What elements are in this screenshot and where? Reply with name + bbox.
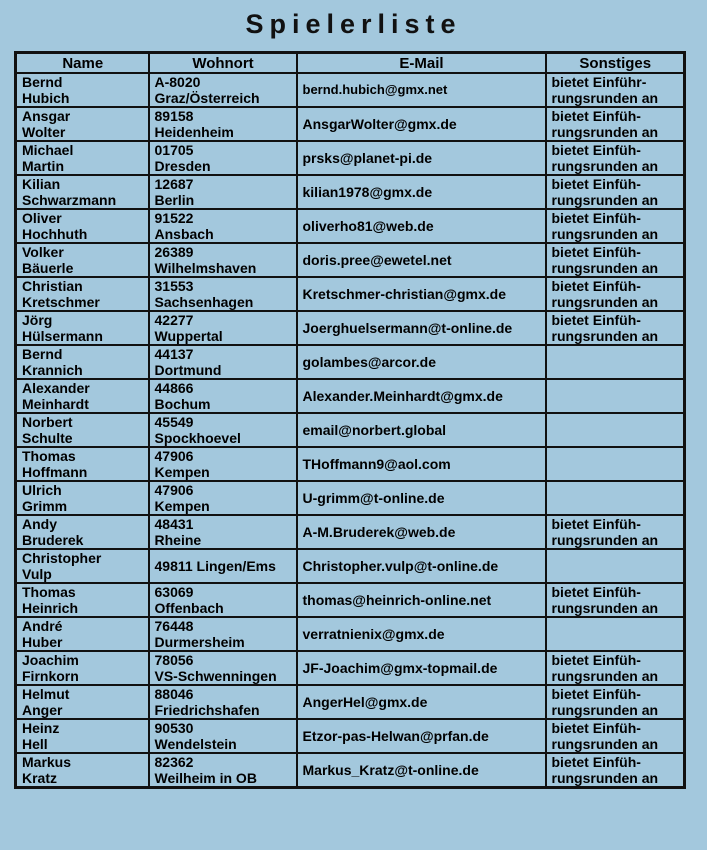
first-name: Volker [22, 244, 64, 260]
cell-sonstiges [546, 481, 685, 515]
note-line-1: bietet Einfüh- [551, 278, 641, 294]
note-line-2: rungsrunden an [551, 532, 659, 548]
cell-email [297, 583, 546, 617]
email-address[interactable]: prsks@planet-pi.de [302, 150, 433, 166]
city: Durmersheim [154, 634, 245, 650]
cell-email [297, 277, 546, 311]
table-row [16, 141, 685, 175]
last-name: Hell [22, 736, 48, 752]
postal-code: 48431 [154, 516, 194, 532]
note-line-2: rungsrunden an [551, 260, 659, 276]
last-name: Firnkorn [22, 668, 79, 684]
cell-name [16, 719, 149, 753]
cell-email [297, 549, 546, 583]
note-line-2: rungsrunden an [551, 158, 659, 174]
postal-code: 78056 [154, 652, 194, 668]
note-line-1: bietet Einfüh- [551, 312, 641, 328]
first-name: Helmut [22, 686, 70, 702]
note-line-2: rungsrunden an [551, 770, 659, 786]
last-name: Heinrich [22, 600, 79, 616]
table-row [16, 345, 685, 379]
cell-wohnort [149, 719, 297, 753]
table-row [16, 617, 685, 651]
city: Dortmund [154, 362, 222, 378]
table-row [16, 515, 685, 549]
table-row [16, 175, 685, 209]
last-name: Kratz [22, 770, 58, 786]
page-title: Spielerliste [245, 9, 462, 39]
city: Rheine [154, 532, 202, 548]
cell-wohnort [149, 175, 297, 209]
table-row [16, 209, 685, 243]
cell-email [297, 345, 546, 379]
postal-code: 12687 [154, 176, 194, 192]
city: Friedrichshafen [154, 702, 260, 718]
note-line-1: bietet Einfüh- [551, 108, 641, 124]
table-row [16, 753, 685, 788]
cell-wohnort [149, 753, 297, 788]
email-address[interactable]: Markus_Kratz@t-online.de [302, 762, 479, 778]
cell-wohnort [149, 277, 297, 311]
email-address[interactable]: Christopher.vulp@t-online.de [302, 558, 499, 574]
cell-sonstiges [546, 107, 685, 141]
note-line-1: bietet Einfüh- [551, 686, 641, 702]
city: Berlin [154, 192, 195, 208]
cell-sonstiges [546, 447, 685, 481]
cell-email [297, 73, 546, 107]
city: VS-Schwenningen [154, 668, 277, 684]
cell-sonstiges [546, 617, 685, 651]
cell-wohnort [149, 617, 297, 651]
first-name: Jörg [22, 312, 53, 328]
note-line-1: bietet Einfüh- [551, 720, 641, 736]
last-name: Anger [22, 702, 63, 718]
email-address[interactable]: Etzor-pas-Helwan@prfan.de [302, 728, 489, 744]
postal-code: 45549 [154, 414, 194, 430]
cell-email [297, 651, 546, 685]
cell-name [16, 107, 149, 141]
last-name: Schulte [22, 430, 73, 446]
cell-email [297, 141, 546, 175]
cell-sonstiges [546, 277, 685, 311]
cell-sonstiges [546, 549, 685, 583]
first-name: Thomas [22, 584, 76, 600]
cell-wohnort [149, 447, 297, 481]
note-line-2: rungsrunden an [551, 668, 659, 684]
table-row [16, 277, 685, 311]
first-name: Markus [22, 754, 72, 770]
first-name: Bernd [22, 74, 63, 90]
postal-code: 76448 [154, 618, 194, 634]
first-name: Christopher [22, 550, 102, 566]
last-name: Hülsermann [22, 328, 103, 344]
cell-name [16, 243, 149, 277]
postal-code: 47906 [154, 482, 194, 498]
cell-email [297, 447, 546, 481]
city: Weilheim in OB [154, 770, 257, 786]
city: Kempen [154, 498, 210, 514]
cell-email [297, 753, 546, 788]
cell-wohnort [149, 311, 297, 345]
last-name: Meinhardt [22, 396, 89, 412]
cell-sonstiges [546, 379, 685, 413]
last-name: Hochhuth [22, 226, 88, 242]
cell-sonstiges [546, 583, 685, 617]
email-address[interactable]: doris.pree@ewetel.net [302, 252, 452, 268]
cell-email [297, 175, 546, 209]
cell-name [16, 753, 149, 788]
cell-name [16, 447, 149, 481]
note-line-2: rungsrunden an [551, 600, 659, 616]
city: Bochum [154, 396, 211, 412]
email-address[interactable]: verratnienix@gmx.de [302, 626, 445, 642]
email-address[interactable]: U-grimm@t-online.de [302, 490, 445, 506]
note-line-1: bietet Einfüh- [551, 176, 641, 192]
note-line-2: rungsrunden an [551, 124, 659, 140]
last-name: Kretschmer [22, 294, 100, 310]
cell-sonstiges [546, 311, 685, 345]
email-address[interactable]: kilian1978@gmx.de [302, 184, 433, 200]
note-line-1: bietet Einführ- [551, 74, 647, 90]
postal-code: 63069 [154, 584, 194, 600]
cell-name [16, 345, 149, 379]
table-row [16, 685, 685, 719]
postal-code: 31553 [154, 278, 194, 294]
table-row [16, 311, 685, 345]
postal-code: 44866 [154, 380, 194, 396]
last-name: Bruderek [22, 532, 84, 548]
last-name: Hoffmann [22, 464, 88, 480]
table-header-row [16, 53, 685, 74]
table-row [16, 651, 685, 685]
table-row [16, 481, 685, 515]
cell-name [16, 73, 149, 107]
cell-name [16, 515, 149, 549]
cell-name [16, 175, 149, 209]
cell-email [297, 107, 546, 141]
cell-name [16, 685, 149, 719]
player-table [14, 51, 686, 789]
cell-email [297, 243, 546, 277]
cell-sonstiges [546, 73, 685, 107]
column-header-sonstiges: Sonstiges [546, 53, 685, 74]
note-line-2: rungsrunden an [551, 736, 659, 752]
city: Offenbach [154, 600, 224, 616]
cell-wohnort [149, 685, 297, 719]
table-row [16, 413, 685, 447]
cell-email [297, 685, 546, 719]
last-name: Huber [22, 634, 63, 650]
table-row [16, 549, 685, 583]
first-name: Christian [22, 278, 83, 294]
note-line-1: bietet Einfüh- [551, 516, 641, 532]
table-row [16, 447, 685, 481]
table-row [16, 583, 685, 617]
cell-sonstiges [546, 753, 685, 788]
first-name: Alexander [22, 380, 90, 396]
last-name: Krannich [22, 362, 83, 378]
cell-wohnort [149, 481, 297, 515]
city: Graz/Österreich [154, 90, 260, 106]
cell-wohnort [149, 209, 297, 243]
note-line-2: rungsrunden an [551, 226, 659, 242]
email-address[interactable]: THoffmann9@aol.com [302, 456, 451, 472]
postal-code: A-8020 [154, 74, 201, 90]
postal-code: 42277 [154, 312, 194, 328]
cell-sonstiges [546, 243, 685, 277]
column-header-name: Name [16, 53, 149, 74]
cell-name [16, 583, 149, 617]
note-line-2: rungsrunden an [551, 328, 659, 344]
city: Spockhoevel [154, 430, 241, 446]
first-name: Ansgar [22, 108, 71, 124]
postal-code: 47906 [154, 448, 194, 464]
email-address[interactable]: thomas@heinrich-online.net [302, 592, 492, 608]
table-row [16, 719, 685, 753]
email-address[interactable]: bernd.hubich@gmx.net [302, 82, 448, 97]
cell-email [297, 481, 546, 515]
first-name: Thomas [22, 448, 76, 464]
email-address[interactable]: golambes@arcor.de [302, 354, 436, 370]
cell-name [16, 549, 149, 583]
email-address[interactable]: A-M.Bruderek@web.de [302, 524, 456, 540]
cell-name [16, 209, 149, 243]
cell-wohnort [149, 345, 297, 379]
postal-code: 26389 [154, 244, 194, 260]
cell-email [297, 379, 546, 413]
cell-name [16, 481, 149, 515]
postal-code: 91522 [154, 210, 194, 226]
postal-code: 88046 [154, 686, 194, 702]
cell-wohnort [149, 141, 297, 175]
first-name: Oliver [22, 210, 62, 226]
city: Dresden [154, 158, 211, 174]
postal-code: 49811 Lingen/Ems [154, 558, 276, 574]
cell-name [16, 311, 149, 345]
cell-sonstiges [546, 141, 685, 175]
postal-code: 44137 [154, 346, 194, 362]
cell-sonstiges [546, 345, 685, 379]
table-row [16, 243, 685, 277]
city: Wendelstein [154, 736, 237, 752]
email-address[interactable]: Joerghuelsermann@t-online.de [302, 320, 513, 336]
first-name: Ulrich [22, 482, 62, 498]
last-name: Grimm [22, 498, 68, 514]
first-name: Heinz [22, 720, 60, 736]
first-name: Bernd [22, 346, 63, 362]
note-line-1: bietet Einfüh- [551, 652, 641, 668]
city: Heidenheim [154, 124, 234, 140]
note-line-1: bietet Einfüh- [551, 244, 641, 260]
cell-sonstiges [546, 685, 685, 719]
cell-sonstiges [546, 719, 685, 753]
note-line-2: rungsrunden an [551, 294, 659, 310]
column-header-email: E-Mail [297, 53, 546, 74]
email-address[interactable]: AngerHel@gmx.de [302, 694, 428, 710]
last-name: Bäuerle [22, 260, 74, 276]
city: Wilhelmshaven [154, 260, 257, 276]
cell-name [16, 277, 149, 311]
email-address[interactable]: email@norbert.global [302, 422, 447, 438]
cell-email [297, 515, 546, 549]
last-name: Martin [22, 158, 64, 174]
postal-code: 82362 [154, 754, 194, 770]
cell-wohnort [149, 515, 297, 549]
email-address[interactable]: Alexander.Meinhardt@gmx.de [302, 388, 503, 404]
note-line-1: bietet Einfüh- [551, 142, 641, 158]
cell-name [16, 651, 149, 685]
city: Sachsenhagen [154, 294, 254, 310]
note-line-1: bietet Einfüh- [551, 754, 641, 770]
note-line-1: bietet Einfüh- [551, 210, 641, 226]
cell-name [16, 617, 149, 651]
note-line-2: rungsrunden an [551, 702, 659, 718]
email-address[interactable]: AnsgarWolter@gmx.de [302, 116, 457, 132]
last-name: Vulp [22, 566, 52, 582]
postal-code: 01705 [154, 142, 194, 158]
cell-sonstiges [546, 209, 685, 243]
first-name: Andy [22, 516, 57, 532]
first-name: Michael [22, 142, 74, 158]
cell-email [297, 617, 546, 651]
city: Kempen [154, 464, 210, 480]
email-address[interactable]: oliverho81@web.de [302, 218, 434, 234]
postal-code: 89158 [154, 108, 194, 124]
cell-email [297, 311, 546, 345]
table-row [16, 379, 685, 413]
cell-wohnort [149, 651, 297, 685]
column-header-wohnort: Wohnort [149, 53, 297, 74]
first-name: André [22, 618, 63, 634]
cell-email [297, 209, 546, 243]
city: Ansbach [154, 226, 214, 242]
cell-sonstiges [546, 651, 685, 685]
cell-wohnort [149, 413, 297, 447]
email-address[interactable]: JF-Joachim@gmx-topmail.de [302, 660, 498, 676]
cell-wohnort [149, 243, 297, 277]
cell-wohnort [149, 379, 297, 413]
cell-wohnort [149, 583, 297, 617]
table-row [16, 107, 685, 141]
first-name: Norbert [22, 414, 73, 430]
last-name: Schwarzmann [22, 192, 117, 208]
first-name: Kilian [22, 176, 61, 192]
email-address[interactable]: Kretschmer-christian@gmx.de [302, 286, 506, 302]
cell-wohnort [149, 73, 297, 107]
cell-sonstiges [546, 515, 685, 549]
cell-sonstiges [546, 413, 685, 447]
note-line-2: rungsrunden an [551, 192, 659, 208]
cell-name [16, 379, 149, 413]
last-name: Hubich [22, 90, 70, 106]
cell-email [297, 413, 546, 447]
cell-name [16, 413, 149, 447]
last-name: Wolter [22, 124, 66, 140]
cell-wohnort [149, 549, 297, 583]
cell-wohnort [149, 107, 297, 141]
cell-sonstiges [546, 175, 685, 209]
cell-email [297, 719, 546, 753]
city: Wuppertal [154, 328, 223, 344]
note-line-2: rungsrunden an [551, 90, 659, 106]
table-row [16, 73, 685, 107]
cell-name [16, 141, 149, 175]
first-name: Joachim [22, 652, 79, 668]
note-line-1: bietet Einfüh- [551, 584, 641, 600]
postal-code: 90530 [154, 720, 194, 736]
